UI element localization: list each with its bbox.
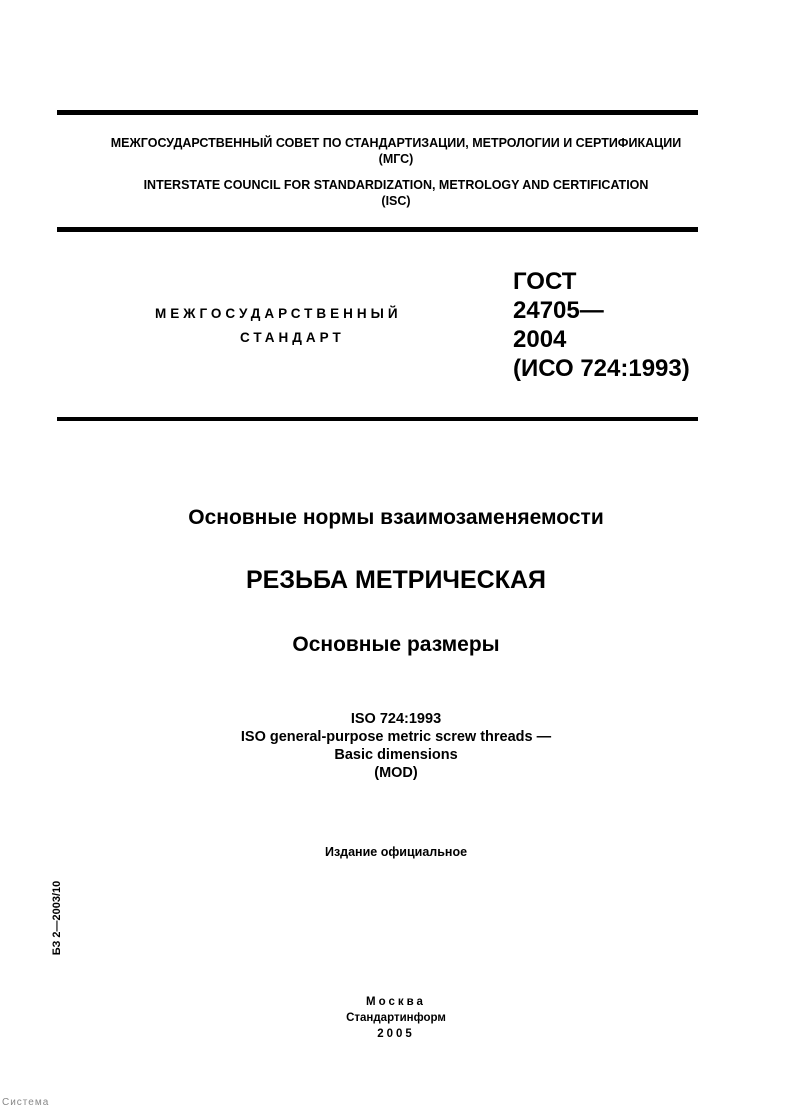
standard-type-line1: МЕЖГОСУДАРСТВЕННЫЙ — [155, 306, 402, 321]
second-rule — [57, 227, 698, 232]
publisher-city: Москва — [366, 996, 426, 1008]
council-block — [0, 135, 792, 209]
title-group: Основные нормы взаимозаменяемости — [188, 506, 604, 529]
publisher-block — [0, 994, 792, 1042]
gost-designation — [513, 267, 690, 383]
gost-line-4: (ИСО 724:1993) — [513, 355, 690, 382]
iso-number: ISO 724:1993 — [350, 711, 442, 727]
gost-line-1: ГОСТ — [513, 268, 577, 295]
side-code-text: БЗ 2—2003/10 — [51, 880, 63, 956]
corner-watermark: Система — [2, 1097, 50, 1108]
council-ru: МЕЖГОСУДАРСТВЕННЫЙ СОВЕТ ПО СТАНДАРТИЗАЦИИ, МЕТРОЛОГИИ И СЕРТИФИКАЦИИ — [110, 136, 682, 150]
iso-reference — [0, 710, 792, 782]
gost-line-3: 2004 — [513, 326, 567, 353]
standard-type-line2: СТАНДАРТ — [240, 330, 345, 345]
council-en: INTERSTATE COUNCIL FOR STANDARDIZATION, METROLOGY AND CERTIFICATION — [143, 178, 649, 192]
council-ru-abbr: (МГС) — [378, 152, 414, 166]
gost-line-2: 24705— — [513, 297, 604, 324]
top-rule — [57, 110, 698, 115]
iso-title-line2: Basic dimensions — [334, 747, 458, 763]
edition-label: Издание официальное — [324, 845, 468, 859]
third-rule — [57, 417, 698, 421]
title-main: РЕЗЬБА МЕТРИЧЕСКАЯ — [246, 566, 546, 594]
title-sub: Основные размеры — [292, 633, 500, 656]
publisher-year: 2005 — [377, 1028, 415, 1040]
publisher-name: Стандартинформ — [346, 1012, 446, 1024]
council-en-abbr: (ISC) — [381, 194, 411, 208]
iso-title-line1: ISO general-purpose metric screw threads — — [240, 729, 552, 745]
iso-equivalence: (MOD) — [374, 765, 418, 781]
